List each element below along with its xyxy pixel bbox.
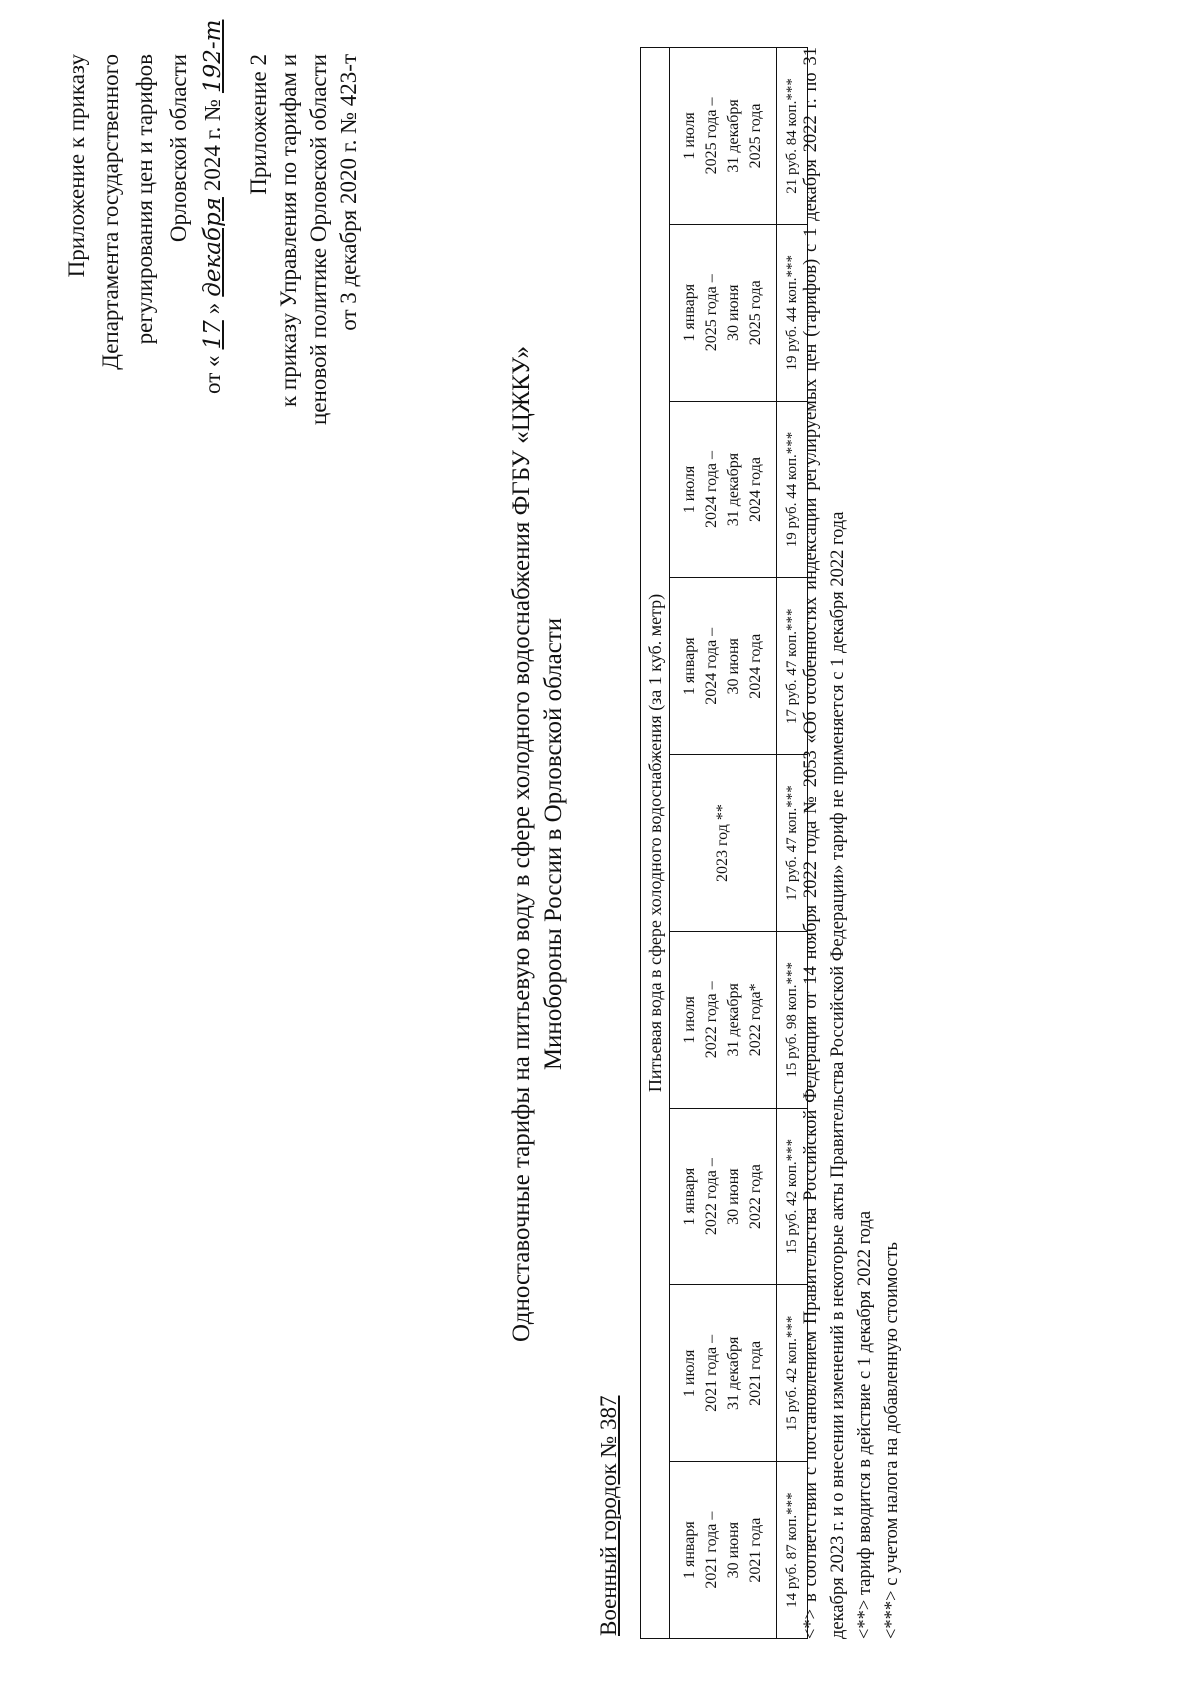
tariff-value-cell: 15 руб. 98 коп.*** — [777, 931, 808, 1108]
approval-line: Приложение к приказу — [64, 54, 89, 278]
period-header: 1 июля 2024 года – 31 декабря 2024 года — [670, 401, 777, 578]
tariff-value-cell: 15 руб. 42 коп.*** — [777, 1108, 808, 1285]
title-line: Минобороны России в Орловской области — [540, 617, 567, 1071]
tariff-value-cell: 19 руб. 44 коп.*** — [777, 224, 808, 401]
period-header: 2023 год ** — [670, 755, 777, 932]
period-header: 1 января 2025 года – 30 июня 2025 года — [670, 224, 777, 401]
period-header: 1 января 2022 года – 30 июня 2022 года — [670, 1108, 777, 1285]
handwritten-number: 192-т — [200, 19, 226, 94]
handwritten-day: 17 — [200, 320, 226, 350]
annex-line: от 3 декабря 2020 г. № 423-т — [336, 54, 361, 331]
approval-line: регулирования цен и тарифов — [132, 54, 157, 345]
document-title — [506, 154, 570, 1534]
approval-line: Орловской области — [166, 54, 191, 243]
handwritten-month: декабря — [200, 197, 226, 297]
annex-line: ценовой политике Орловской области — [306, 54, 331, 425]
approval-line: Департамента государственного — [98, 54, 123, 370]
table-group-header: Питьевая вода в сфере холодного водоснабжения (за 1 куб. метр) — [641, 48, 670, 1639]
footnote: <**> тариф вводится в действие с 1 декабря 2022 года — [855, 1210, 875, 1639]
tariff-value-cell: 17 руб. 47 коп.*** — [777, 755, 808, 932]
period-header-row — [670, 48, 777, 1639]
date-suffix: 2024 г. № — [200, 99, 225, 192]
period-header: 1 июля 2022 года – 31 декабря 2022 года* — [670, 931, 777, 1108]
period-header: 1 января 2021 года – 30 июня 2021 года — [670, 1462, 777, 1639]
date-mid: » — [200, 302, 225, 315]
footnote: <*> в соответствии с постановлением Правительства Российской Федерации от 14 ноября 2022 года № 2053 «Об особенностях индексации регулируемых цен (тарифов) с 1 декабря 2022 г. по 31 декабря 2023 г. и о внесении изменений в некоторые акты Правительства Российской Федерации» тариф не применяется с 1 декабря 2022 года — [801, 47, 848, 1639]
military-town-label: Военный городок № 387 — [596, 1395, 621, 1636]
annex-block — [244, 54, 364, 494]
period-header: 1 июля 2021 года – 31 декабря 2021 года — [670, 1285, 777, 1462]
title-line: Одноставочные тарифы на питьевую воду в сфере холодного водоснабжения ФГБУ «ЦЖКУ» — [508, 346, 535, 1342]
annex-line: Приложение 2 — [246, 54, 271, 195]
approval-block — [60, 19, 230, 394]
approval-date-line — [196, 19, 230, 394]
tariff-value-cell: 14 руб. 87 коп.*** — [777, 1462, 808, 1639]
tariff-table-wrap — [640, 47, 808, 1639]
period-header: 1 января 2024 года – 30 июня 2024 года — [670, 578, 777, 755]
tariff-value-cell: 15 руб. 42 коп.*** — [777, 1285, 808, 1462]
tariff-value-cell: 17 руб. 47 коп.*** — [777, 578, 808, 755]
period-header: 1 июля 2025 года – 31 декабря 2025 года — [670, 48, 777, 225]
tariff-value-cell: 19 руб. 44 коп.*** — [777, 401, 808, 578]
tariff-table — [640, 47, 808, 1639]
footnotes — [798, 47, 906, 1639]
annex-line: к приказу Управления по тарифам и — [276, 54, 301, 408]
tariff-value-cell: 21 руб. 84 коп.*** — [777, 48, 808, 225]
date-prefix: от « — [200, 355, 225, 394]
footnote: <***> с учетом налога на добавленную стоимость — [882, 1242, 902, 1639]
